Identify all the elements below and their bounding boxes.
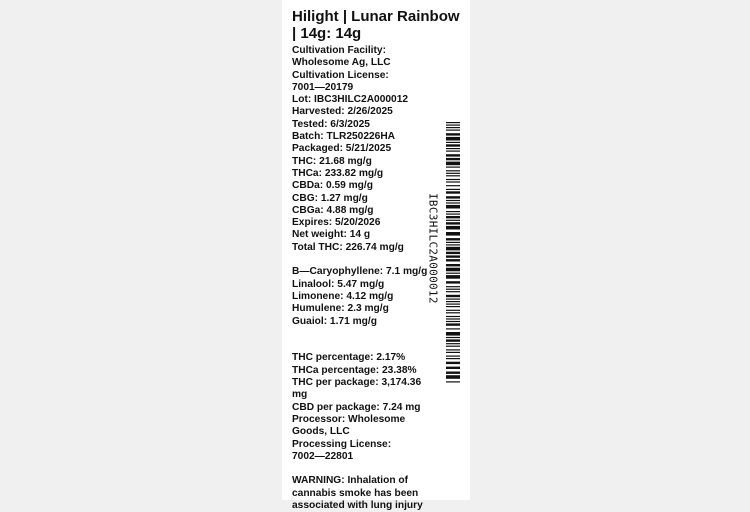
barcode-bar <box>446 328 460 329</box>
barcode-bar <box>446 268 460 272</box>
barcode-bar <box>446 264 460 266</box>
barcode-bar <box>446 321 460 322</box>
barcode-bar <box>446 167 460 168</box>
barcode-bar <box>446 151 460 152</box>
terpene-caryophyllene: B—Caryophyllene: 7.1 mg/g <box>292 266 428 278</box>
detail-total-thc: Total THC: 226.74 mg/g <box>292 241 404 253</box>
barcode-bar <box>446 122 460 123</box>
barcode-bar <box>446 349 460 350</box>
detail-tested: Tested: 6/3/2025 <box>292 118 370 130</box>
barcode-bar <box>446 310 460 311</box>
barcode-bar <box>446 148 460 149</box>
detail-packaged: Packaged: 5/21/2025 <box>292 143 392 155</box>
barcode-bar <box>446 175 460 176</box>
barcode-bar <box>446 189 460 190</box>
barcode-bar <box>446 133 460 135</box>
barcode-bar <box>446 173 460 174</box>
terpene-limonene: Limonene: 4.12 mg/g <box>292 290 394 302</box>
barcode-bar <box>446 356 460 357</box>
barcode-bar <box>446 306 460 307</box>
terpene-linalool: Linalool: 5.47 mg/g <box>292 278 385 290</box>
barcode-bar <box>446 358 460 359</box>
barcode-icon <box>446 122 460 384</box>
barcode-bar <box>446 316 460 317</box>
barcode-bar <box>446 286 460 287</box>
barcode-bar <box>446 304 460 305</box>
summary-thc-percentage: THC percentage: 2.17% <box>292 352 406 364</box>
barcode-bar <box>446 273 460 274</box>
barcode-bar <box>446 281 460 283</box>
barcode-bar <box>446 242 460 243</box>
barcode-bar <box>446 130 460 131</box>
product-title: Hilight | Lunar Rainbow | 14g: 14g <box>292 8 460 42</box>
barcode-bar <box>446 247 460 251</box>
barcode-bar <box>446 291 460 292</box>
detail-lot: Lot: IBC3HILC2A000012 <box>292 94 409 106</box>
barcode-bar <box>446 202 460 203</box>
barcode-bar <box>446 238 460 240</box>
barcode-bar <box>446 144 460 146</box>
detail-cultivation-license-number: 7001—20179 <box>292 81 354 93</box>
terpene-humulene: Humulene: 2.3 mg/g <box>292 303 389 315</box>
barcode-bar <box>446 362 460 364</box>
spacer <box>292 328 432 353</box>
barcode-bar <box>446 181 460 182</box>
barcode-bar <box>446 158 460 160</box>
barcode-bar <box>446 185 460 186</box>
label-info <box>292 45 432 512</box>
barcode-bar <box>446 252 460 254</box>
barcode-bar <box>446 339 460 341</box>
summary-processor: Processor: Wholesome Goods, LLC <box>292 413 409 438</box>
detail-harvested: Harvested: 2/26/2025 <box>292 106 393 118</box>
barcode-bar <box>446 337 460 338</box>
detail-cultivation-facility: Cultivation Facility: Wholesome Ag, LLC <box>292 45 391 69</box>
barcode-bar <box>446 299 460 300</box>
detail-thca: THCa: 233.82 mg/g <box>292 167 384 179</box>
barcode-bar <box>446 226 460 230</box>
barcode-bar <box>446 295 460 297</box>
detail-expires: Expires: 5/20/2026 <box>292 217 381 229</box>
barcode-bar <box>446 154 460 156</box>
barcode-bar <box>446 301 460 302</box>
detail-batch: Batch: TLR250226HA <box>292 131 396 143</box>
barcode-bar <box>446 275 460 279</box>
spacer <box>292 463 432 475</box>
detail-cbda: CBDa: 0.59 mg/g <box>292 180 373 192</box>
detail-cbg: CBG: 1.27 mg/g <box>292 192 368 204</box>
barcode-bar <box>446 367 460 369</box>
detail-cbga: CBGa: 4.88 mg/g <box>292 204 374 216</box>
barcode-bar <box>446 220 460 221</box>
summary-cbd-per-package: CBD per package: 7.24 mg <box>292 401 421 413</box>
barcode-bar <box>446 332 460 336</box>
barcode-bar <box>446 211 460 212</box>
barcode-bar <box>446 318 460 319</box>
barcode-number: IBC3HILC2A000012 <box>426 193 440 304</box>
barcode-bar <box>446 343 460 344</box>
barcode-bar <box>446 200 460 201</box>
barcode-bar <box>446 191 460 193</box>
details-section <box>292 45 432 254</box>
barcode-bar <box>446 232 460 236</box>
barcode-bar <box>446 222 460 224</box>
barcode-bar <box>446 125 460 126</box>
spacer <box>292 254 432 266</box>
summary-processing-license-label: Processing License: <box>292 438 392 450</box>
barcode-bar <box>446 205 460 209</box>
barcode-bar <box>446 179 460 180</box>
barcode-bar <box>446 346 460 347</box>
summary-section <box>292 352 432 463</box>
barcode-bar <box>446 255 460 257</box>
detail-cultivation-license-label: Cultivation License: <box>292 69 389 81</box>
terpenes-section <box>292 266 432 327</box>
barcode-bar <box>446 142 460 143</box>
barcode-bar <box>446 375 460 379</box>
barcode-bar <box>446 289 460 290</box>
detail-net-weight: Net weight: 14 g <box>292 229 371 241</box>
barcode-bar <box>446 216 460 218</box>
barcode-bar <box>446 352 460 353</box>
barcode-bar <box>446 137 460 141</box>
summary-thc-per-package: THC per package: 3,174.36 mg <box>292 377 424 401</box>
barcode-bar <box>446 196 460 198</box>
summary-processing-license-number: 7002—22801 <box>292 450 354 462</box>
barcode-bar <box>446 214 460 215</box>
barcode-bar <box>446 162 460 166</box>
barcode-bar <box>446 381 460 382</box>
barcode-bar <box>446 312 460 313</box>
barcode-bar <box>446 323 460 325</box>
barcode-bar <box>446 259 460 261</box>
barcode-bar <box>446 372 460 374</box>
warning-text: WARNING: Inhalation of cannabis smoke has been associated with lung injury <box>292 475 423 511</box>
barcode-bar <box>446 244 460 245</box>
detail-thc: THC: 21.68 mg/g <box>292 155 372 167</box>
barcode-bar <box>446 127 460 128</box>
product-label <box>282 0 470 511</box>
summary-thca-percentage: THCa percentage: 23.38% <box>292 364 417 376</box>
barcode-bar <box>446 170 460 171</box>
terpene-guaiol: Guaiol: 1.71 mg/g <box>292 315 377 327</box>
